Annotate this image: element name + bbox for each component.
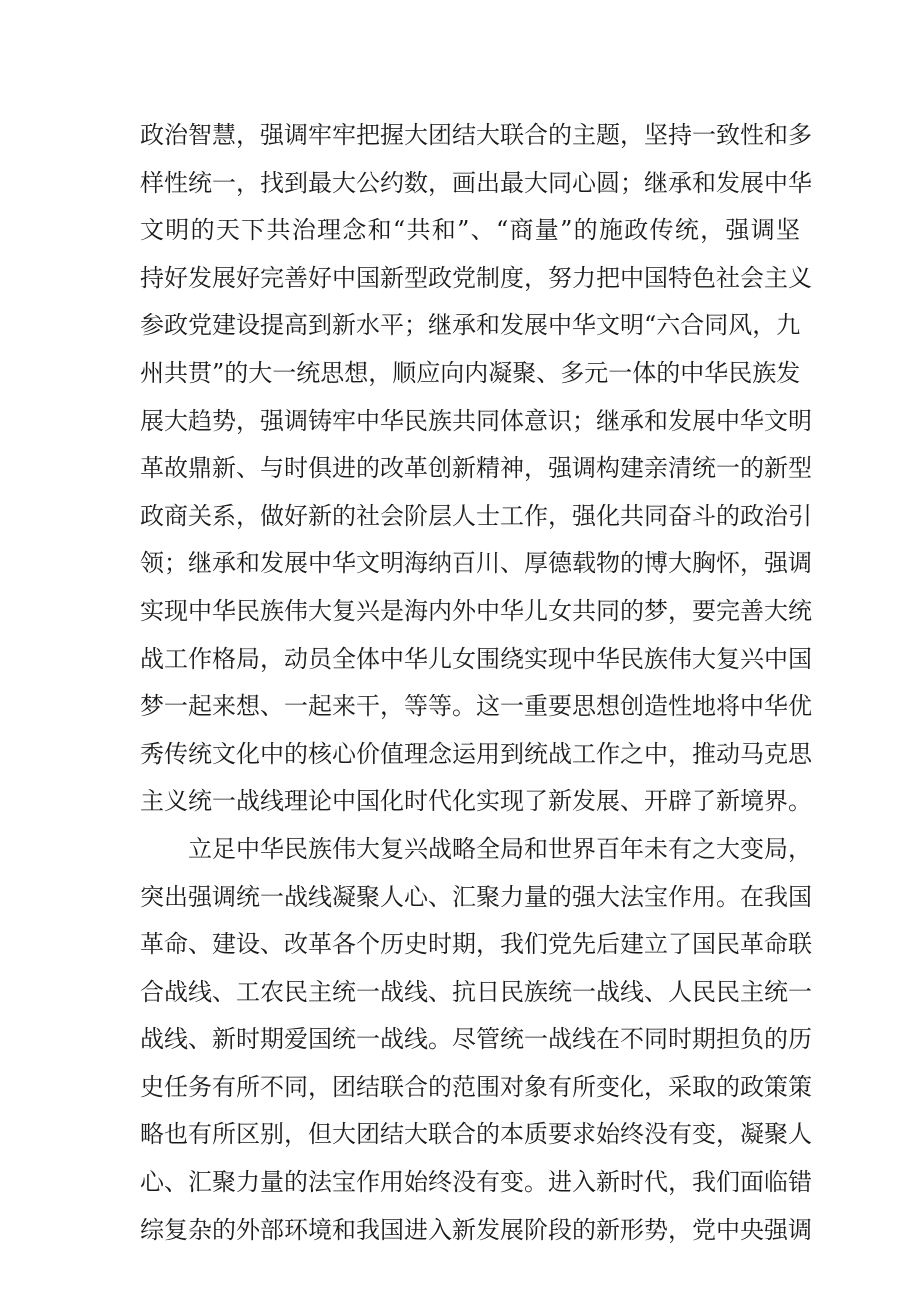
paragraph-1-line-5: 参政党建设提高到新水平；继承和发展中华文明“六合同风，九 xyxy=(140,311,801,340)
paragraph-2-line-3: 革命、建设、改革各个历史时期，我们党先后建立了国民革命联 xyxy=(140,930,812,959)
paragraph-1-line-2: 样性统一，找到最大公约数，画出最大同心圆；继承和发展中华 xyxy=(140,168,812,197)
paragraph-2-line-8: 心、汇聚力量的法宝作用始终没有变。进入新时代，我们面临错 xyxy=(140,1168,812,1197)
paragraph-1-line-15: 主义统一战线理论中国化时代化实现了新发展、开辟了新境界。 xyxy=(140,787,812,816)
paragraph-1-line-12: 战工作格局，动员全体中华儿女围绕实现中华民族伟大复兴中国 xyxy=(140,644,812,673)
paragraph-1-line-11: 实现中华民族伟大复兴是海内外中华儿女共同的梦，要完善大统 xyxy=(140,596,812,625)
paragraph-2-line-4: 合战线、工农民主统一战线、抗日民族统一战线、人民民主统一 xyxy=(140,977,812,1006)
paragraph-1-line-6: 州共贯”的大一统思想，顺应向内凝聚、多元一体的中华民族发 xyxy=(140,358,801,387)
body-text xyxy=(140,112,812,1254)
paragraph-2-line-6: 史任务有所不同，团结联合的范围对象有所变化，采取的政策策 xyxy=(140,1072,812,1101)
paragraph-1-line-4: 持好发展好完善好中国新型政党制度，努力把中国特色社会主义 xyxy=(140,263,812,292)
paragraph-1-line-3: 文明的天下共治理念和“共和”、“商量”的施政传统，强调坚 xyxy=(140,216,800,245)
paragraph-2-line-2: 突出强调统一战线凝聚人心、汇聚力量的强大法宝作用。在我国 xyxy=(140,882,812,911)
paragraph-2-line-1: 立足中华民族伟大复兴战略全局和世界百年未有之大变局， xyxy=(188,834,812,863)
paragraph-1-line-8: 革故鼎新、与时俱进的改革创新精神，强调构建亲清统一的新型 xyxy=(140,454,812,483)
paragraph-2-line-5: 战线、新时期爱国统一战线。尽管统一战线在不同时期担负的历 xyxy=(140,1025,812,1054)
paragraph-1-line-7: 展大趋势，强调铸牢中华民族共同体意识；继承和发展中华文明 xyxy=(140,406,812,435)
paragraph-1-line-1: 政治智慧，强调牢牢把握大团结大联合的主题，坚持一致性和多 xyxy=(140,121,812,149)
paragraph-1-line-14: 秀传统文化中的核心价值理念运用到统战工作之中，推动马克思 xyxy=(140,739,812,768)
paragraph-1-line-13: 梦一起来想、一起来干，等等。这一重要思想创造性地将中华优 xyxy=(140,692,812,721)
paragraph-1-line-10: 领；继承和发展中华文明海纳百川、厚德载物的博大胸怀，强调 xyxy=(140,549,812,578)
paragraph-2-line-9: 综复杂的外部环境和我国进入新发展阶段的新形势，党中央强调 xyxy=(140,1215,812,1244)
paragraph-1-line-9: 政商关系，做好新的社会阶层人士工作，强化共同奋斗的政治引 xyxy=(140,501,812,530)
paragraph-2-line-7: 略也有所区别，但大团结大联合的本质要求始终没有变，凝聚人 xyxy=(140,1120,812,1149)
